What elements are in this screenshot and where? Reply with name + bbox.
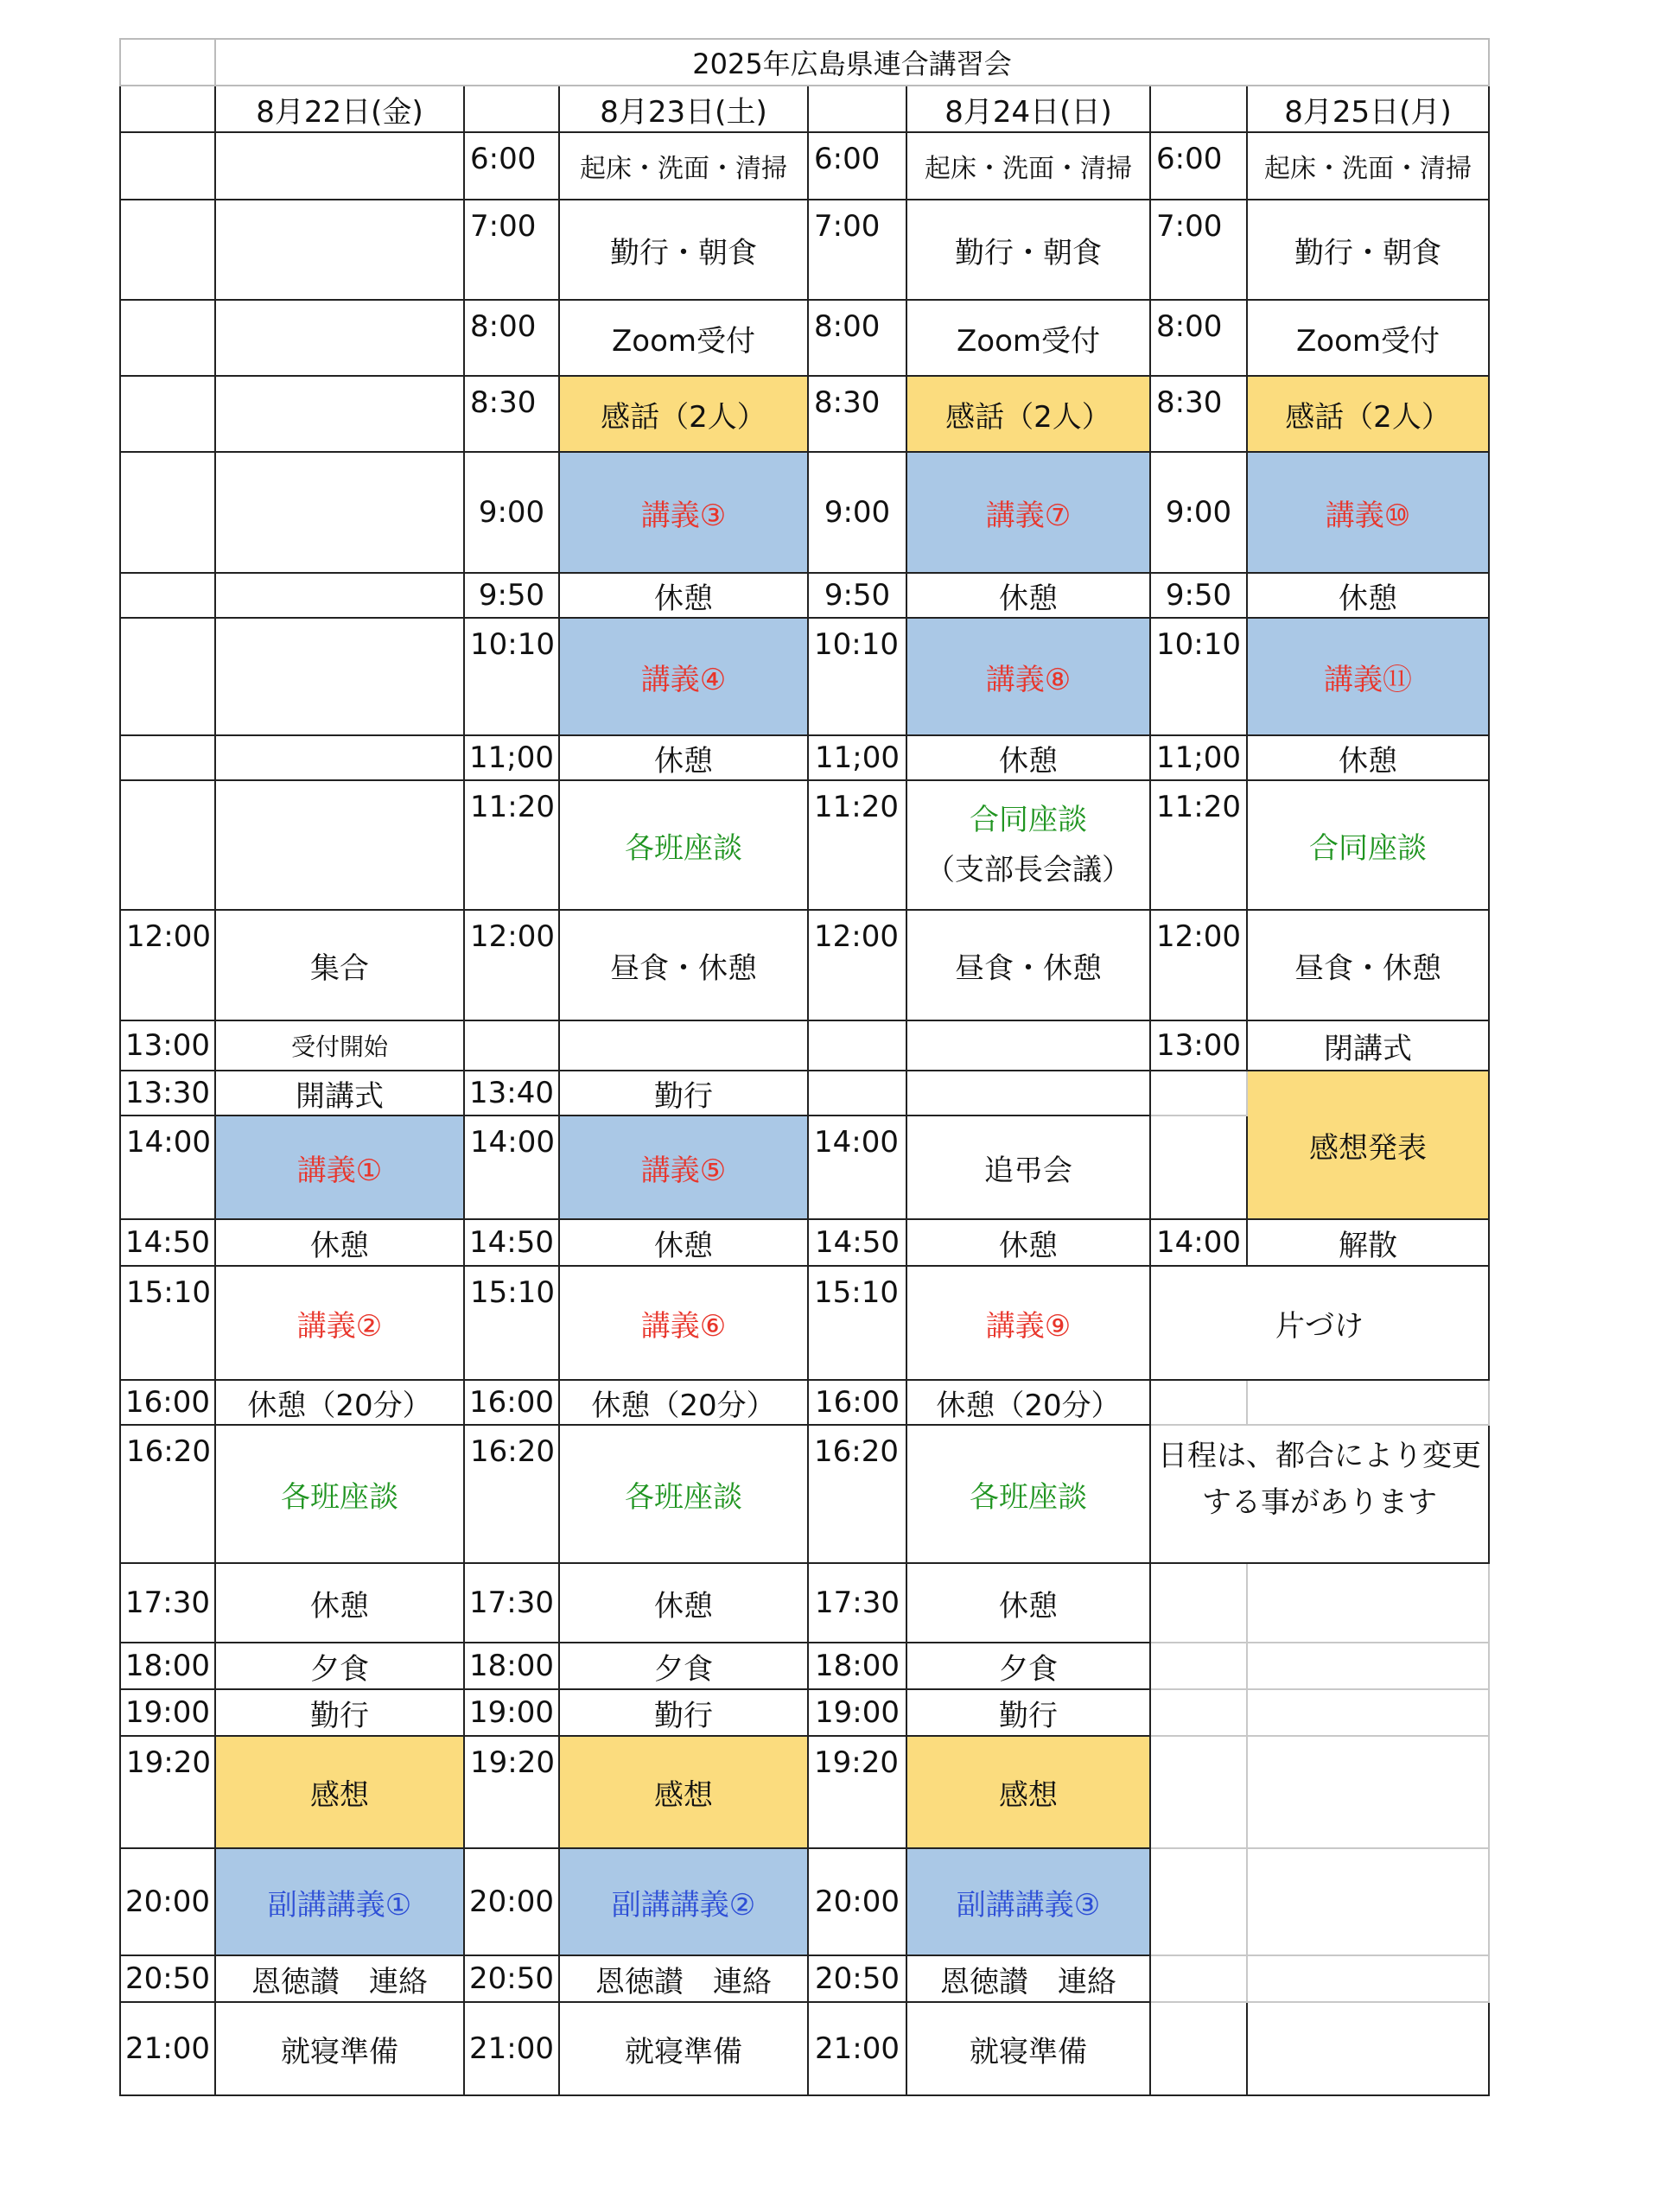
event-break: 休憩 [559,735,808,780]
event-group-talk: 各班座談 [559,1425,808,1563]
time-cell: 6:00 [808,132,906,200]
time-cell: 7:00 [1150,200,1247,300]
time-cell: 8:30 [464,376,559,452]
event-group-talk: 各班座談 [559,780,808,910]
time-cell: 11;00 [808,735,906,780]
event-lunch: 昼食・休憩 [1247,910,1489,1020]
event-dinner: 夕食 [559,1643,808,1689]
time-cell: 21:00 [464,2002,559,2095]
time-cell: 14:00 [1150,1219,1247,1266]
event-joint-talk [906,780,1150,910]
event-wake: 起床・洗面・清掃 [559,132,808,200]
day-header-3: 8月24日(日) [906,86,1150,132]
event-impression: 感想 [906,1736,1150,1848]
event-lecture: 講義⑧ [906,618,1150,735]
event-lecture: 講義② [215,1266,464,1380]
event-morning: 勤行・朝食 [1247,200,1489,300]
event-break: 休憩 [906,1219,1150,1266]
event-gather: 集合 [215,910,464,1020]
event-chiefs-meeting: （支部長会議） [925,853,1131,887]
event-dismiss: 解散 [1247,1219,1489,1266]
time-cell: 11;00 [464,735,559,780]
time-cell: 11;00 [1150,735,1247,780]
time-cell: 19:20 [808,1736,906,1848]
event-lunch: 昼食・休憩 [559,910,808,1020]
time-cell: 14:00 [808,1116,906,1219]
time-cell: 16:00 [120,1380,215,1425]
schedule-note: 日程は、都合により変更する事があります [1150,1425,1489,1563]
time-cell: 18:00 [464,1643,559,1689]
time-cell: 17:30 [120,1563,215,1643]
event-cleanup: 片づけ [1150,1266,1489,1380]
event-bedtime: 就寝準備 [215,2002,464,2095]
event-break: 休憩 [559,1219,808,1266]
day-header-1: 8月22日(金) [215,86,464,132]
time-cell: 19:20 [464,1736,559,1848]
time-cell: 8:00 [1150,300,1247,376]
event-lunch: 昼食・休憩 [906,910,1150,1020]
time-cell: 11:20 [808,780,906,910]
event-break: 休憩 [559,573,808,618]
event-group-talk: 各班座談 [906,1425,1150,1563]
event-zoom: Zoom受付 [559,300,808,376]
event-sub-lecture: 副講講義① [215,1848,464,1955]
time-cell: 8:00 [464,300,559,376]
event-lecture: 講義③ [559,452,808,573]
event-break: 休憩（20分） [559,1380,808,1425]
event-bedtime: 就寝準備 [906,2002,1150,2095]
time-cell: 20:50 [120,1955,215,2002]
time-cell: 18:00 [120,1643,215,1689]
time-cell: 6:00 [1150,132,1247,200]
time-cell: 14:50 [464,1219,559,1266]
event-practice: 勤行 [906,1689,1150,1736]
time-cell: 12:00 [464,910,559,1020]
event-practice: 勤行 [559,1071,808,1116]
event-wake: 起床・洗面・清掃 [1247,132,1489,200]
time-cell: 9:50 [808,573,906,618]
event-zoom: Zoom受付 [1247,300,1489,376]
event-talk: 感話（2人） [559,376,808,452]
time-cell: 10:10 [1150,618,1247,735]
event-break: 休憩 [1247,573,1489,618]
time-cell: 20:50 [464,1955,559,2002]
event-practice: 勤行 [559,1689,808,1736]
time-cell: 16:20 [808,1425,906,1563]
day-header-4: 8月25日(月) [1247,86,1489,132]
time-cell: 17:30 [808,1563,906,1643]
time-cell: 19:00 [120,1689,215,1736]
time-cell: 19:00 [808,1689,906,1736]
event-sub-lecture: 副講講義② [559,1848,808,1955]
time-cell: 19:20 [120,1736,215,1848]
event-lecture: 講義⑥ [559,1266,808,1380]
event-break: 休憩 [559,1563,808,1643]
time-cell: 14:50 [808,1219,906,1266]
event-lecture: 講義① [215,1116,464,1219]
event-reception: 受付開始 [215,1020,464,1071]
time-cell: 9:50 [464,573,559,618]
day-header-2: 8月23日(土) [559,86,808,132]
time-cell: 6:00 [464,132,559,200]
time-cell: 12:00 [120,910,215,1020]
time-cell: 16:00 [808,1380,906,1425]
event-group-talk: 各班座談 [215,1425,464,1563]
event-impression: 感想 [215,1736,464,1848]
time-cell: 18:00 [808,1643,906,1689]
event-bedtime: 就寝準備 [559,2002,808,2095]
time-cell: 20:00 [120,1848,215,1955]
time-cell: 11:20 [464,780,559,910]
event-memorial: 追弔会 [906,1116,1150,1219]
time-cell: 10:10 [808,618,906,735]
event-ontoku: 恩徳讃 連絡 [559,1955,808,2002]
event-break: 休憩 [906,573,1150,618]
time-cell: 9:00 [1150,452,1247,573]
time-cell: 15:10 [808,1266,906,1380]
time-cell: 15:10 [120,1266,215,1380]
time-cell: 14:50 [120,1219,215,1266]
time-cell: 21:00 [120,2002,215,2095]
time-cell: 20:50 [808,1955,906,2002]
event-lecture: 講義⑤ [559,1116,808,1219]
time-cell: 8:00 [808,300,906,376]
time-cell: 15:10 [464,1266,559,1380]
event-lecture: 講義④ [559,618,808,735]
time-cell: 11:20 [1150,780,1247,910]
time-cell: 8:30 [808,376,906,452]
event-talk: 感話（2人） [1247,376,1489,452]
time-cell: 10:10 [464,618,559,735]
time-cell: 16:00 [464,1380,559,1425]
time-cell: 16:20 [464,1425,559,1563]
time-cell: 13:00 [1150,1020,1247,1071]
event-sub-lecture: 副講講義③ [906,1848,1150,1955]
time-cell: 12:00 [1150,910,1247,1020]
event-closing: 閉講式 [1247,1020,1489,1071]
event-presentation: 感想発表 [1247,1071,1489,1219]
event-break: 休憩 [906,1563,1150,1643]
event-break: 休憩（20分） [215,1380,464,1425]
event-impression: 感想 [559,1736,808,1848]
event-opening: 開講式 [215,1071,464,1116]
event-talk: 感話（2人） [906,376,1150,452]
event-dinner: 夕食 [215,1643,464,1689]
schedule-table [119,38,1490,2096]
event-lecture: 講義⑨ [906,1266,1150,1380]
time-cell: 13:30 [120,1071,215,1116]
time-cell: 20:00 [808,1848,906,1955]
time-cell: 9:50 [1150,573,1247,618]
event-break: 休憩 [1247,735,1489,780]
time-cell: 19:00 [464,1689,559,1736]
time-cell: 20:00 [464,1848,559,1955]
event-lecture: 講義⑦ [906,452,1150,573]
event-joint-talk: 合同座談 [1247,780,1489,910]
time-cell: 13:00 [120,1020,215,1071]
event-dinner: 夕食 [906,1643,1150,1689]
event-wake: 起床・洗面・清掃 [906,132,1150,200]
event-joint-talk-title: 合同座談 [970,803,1087,837]
event-break: 休憩（20分） [906,1380,1150,1425]
event-break: 休憩 [906,735,1150,780]
time-cell: 7:00 [808,200,906,300]
time-cell: 17:30 [464,1563,559,1643]
event-morning: 勤行・朝食 [906,200,1150,300]
event-practice: 勤行 [215,1689,464,1736]
time-cell: 13:40 [464,1071,559,1116]
time-cell: 12:00 [808,910,906,1020]
event-lecture: 講義⑩ [1247,452,1489,573]
time-cell: 14:00 [120,1116,215,1219]
event-morning: 勤行・朝食 [559,200,808,300]
event-lecture: 講義⑪ [1247,618,1489,735]
time-cell: 21:00 [808,2002,906,2095]
schedule-title: 2025年広島県連合講習会 [215,39,1489,86]
event-ontoku: 恩徳讃 連絡 [906,1955,1150,2002]
time-cell: 7:00 [464,200,559,300]
time-cell: 8:30 [1150,376,1247,452]
time-cell: 14:00 [464,1116,559,1219]
event-break: 休憩 [215,1219,464,1266]
event-break: 休憩 [215,1563,464,1643]
event-ontoku: 恩徳讃 連絡 [215,1955,464,2002]
time-cell: 16:20 [120,1425,215,1563]
time-cell: 9:00 [808,452,906,573]
time-cell: 9:00 [464,452,559,573]
event-zoom: Zoom受付 [906,300,1150,376]
